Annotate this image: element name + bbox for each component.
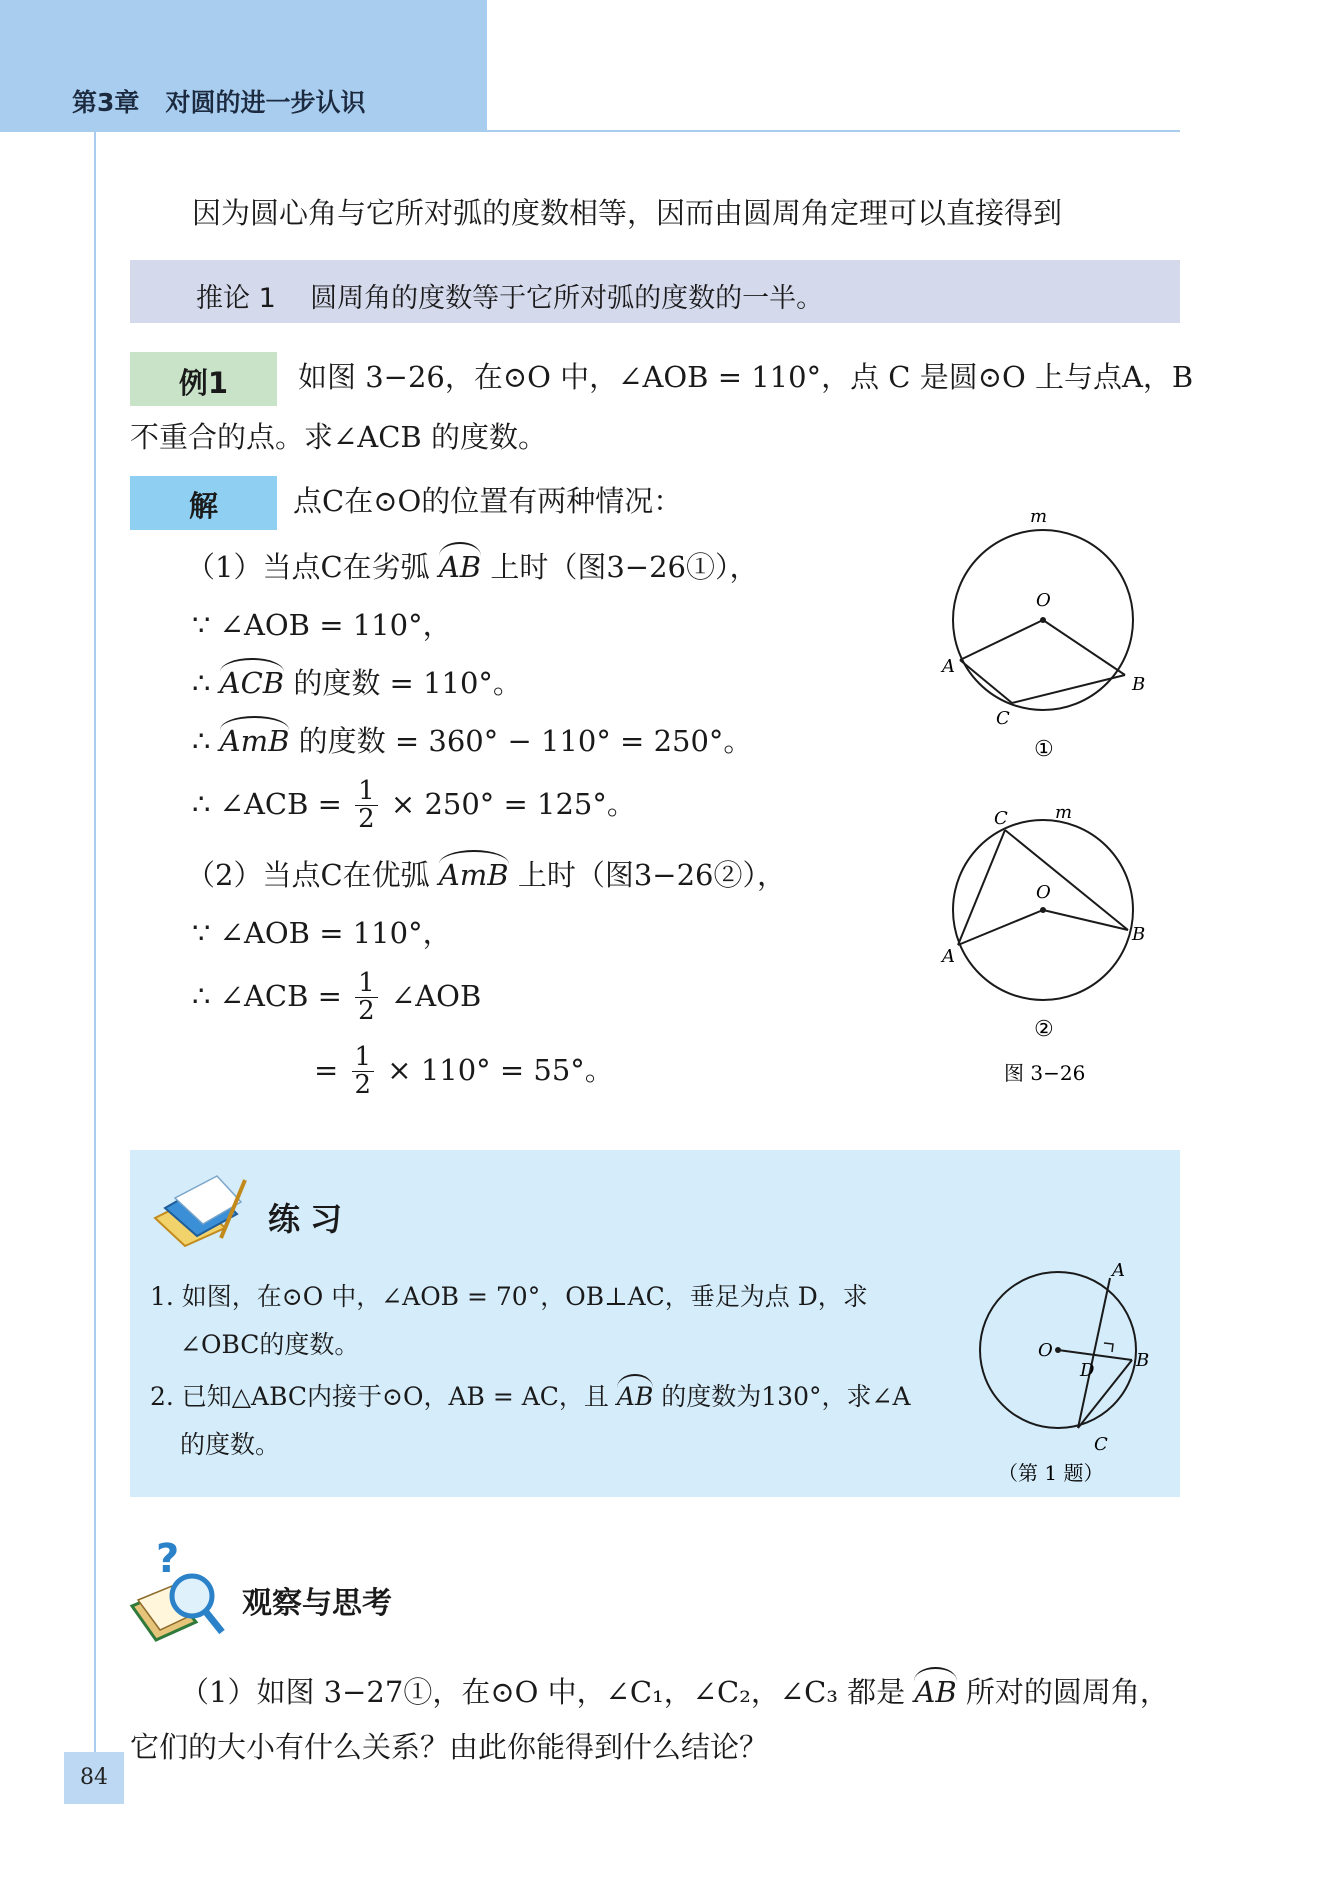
chapter-number: 第3章: [72, 88, 140, 117]
header-rule: [487, 130, 1180, 132]
example-label: 例1: [178, 366, 229, 400]
subfigure-2-label: ②: [1034, 1017, 1054, 1042]
chapter-title: 对圆的进一步认识: [165, 88, 366, 117]
practice-figure: [970, 1262, 1170, 1482]
case2-line-2-pre: ∴ ∠ACB =: [192, 978, 342, 1013]
case2-line-3-post: × 110° = 55°。: [387, 1052, 614, 1087]
label-o: O: [1036, 590, 1051, 611]
fraction: [352, 1044, 375, 1100]
fraction-denominator: 2: [354, 1070, 372, 1101]
fraction: [355, 970, 378, 1026]
fraction: [355, 778, 378, 834]
fraction-numerator: 1: [352, 1044, 375, 1072]
magnifier-book-icon: [126, 1536, 230, 1646]
corollary: [196, 276, 823, 315]
label-b: B: [1132, 924, 1146, 945]
figure-3-26: [940, 500, 1160, 1100]
practice-q2-pre: 2. 已知△ABC内接于⊙O，AB = AC，且: [150, 1382, 609, 1411]
case1-line-1: ∵ ∠AOB = 110°，: [192, 608, 452, 642]
practice-q2-post: 的度数为130°，求∠A: [661, 1382, 911, 1411]
case1-line-3: [192, 724, 752, 759]
fraction-numerator: 1: [355, 778, 378, 806]
case2-line-2: [192, 970, 481, 1026]
case1-heading-post: 上时（图3−26①），: [490, 550, 759, 584]
observe-line-1-post: 所对的圆周角，: [965, 1675, 1169, 1709]
case2-heading-pre: （2）当点C在优弧: [186, 858, 430, 892]
corollary-label: 推论 1: [196, 283, 276, 314]
arc-amb: AmB: [219, 724, 290, 758]
practice-title: 练习: [268, 1200, 353, 1238]
case1-line-4-post: × 250° = 125°。: [390, 786, 636, 821]
practice-q2-line-2: 的度数。: [180, 1430, 281, 1459]
therefore-symbol: ∴: [192, 724, 211, 758]
figure-circle-2: [940, 802, 1145, 1042]
label-c: C: [996, 708, 1010, 729]
observe-line-1-pre: （1）如图 3−27①，在⊙O 中，∠C₁，∠C₂，∠C₃ 都是: [180, 1675, 906, 1709]
subfigure-1-label: ①: [1034, 737, 1054, 762]
figure-circle-1: [940, 506, 1145, 762]
label-m: m: [1030, 506, 1048, 527]
case2-line-1: ∵ ∠AOB = 110°，: [192, 916, 452, 950]
case1-heading-pre: （1）当点C在劣弧: [186, 550, 430, 584]
practice-q1-line-2: ∠OBC的度数。: [180, 1330, 360, 1359]
label-c: C: [994, 808, 1008, 829]
svg-text:?: ?: [156, 1536, 180, 1582]
corollary-text: 圆周角的度数等于它所对弧的度数的一半。: [310, 283, 824, 314]
arc-ab: AB: [914, 1675, 957, 1709]
fraction-denominator: 2: [358, 996, 375, 1027]
arc-acb: ACB: [219, 666, 285, 700]
label-b: B: [1132, 674, 1146, 695]
case1-line-4-pre: ∴ ∠ACB =: [192, 786, 342, 821]
case1-heading: [186, 550, 759, 585]
label-b: B: [1136, 1350, 1150, 1371]
label-c: C: [1094, 1434, 1108, 1455]
observe-line-2: 它们的大小有什么关系？由此你能得到什么结论？: [130, 1730, 769, 1764]
label-m: m: [1055, 802, 1073, 823]
example-line-2: 不重合的点。求∠ACB 的度数。: [130, 420, 547, 454]
label-a: A: [942, 946, 955, 967]
margin-rule: [94, 132, 96, 1752]
practice-q2-line-1: [150, 1382, 911, 1412]
solution-intro: 点C在⊙O的位置有两种情况：: [293, 484, 683, 518]
case2-line-3: [314, 1044, 614, 1100]
page-number: 84: [80, 1765, 108, 1790]
case1-line-4: [192, 778, 636, 834]
label-o: O: [1038, 1340, 1053, 1361]
label-a: A: [1112, 1262, 1125, 1281]
observe-line-1: [180, 1675, 1169, 1710]
intro-text: 因为圆心角与它所对弧的度数相等，因而由圆周角定理可以直接得到: [192, 196, 1063, 230]
arc-ab: AB: [616, 1382, 654, 1411]
observe-title: 观察与思考: [242, 1586, 392, 1621]
solution-label: 解: [188, 489, 218, 523]
fraction-numerator: 1: [355, 970, 378, 998]
practice-q1-line-1: 1. 如图，在⊙O 中，∠AOB = 70°，OB⊥AC，垂足为点 D，求: [150, 1282, 868, 1311]
case2-line-3-pre: =: [314, 1052, 339, 1087]
arc-amb: AmB: [438, 858, 509, 892]
case2-heading-post: 上时（图3−26②），: [517, 858, 786, 892]
case2-heading: [186, 858, 786, 893]
case1-line-2-post: 的度数 = 110°。: [293, 666, 522, 700]
chapter-header: [72, 83, 366, 119]
case2-line-2-post: ∠AOB: [390, 978, 482, 1013]
label-o: O: [1036, 882, 1051, 903]
fraction-denominator: 2: [358, 804, 375, 835]
label-d: D: [1080, 1360, 1095, 1381]
case1-line-2: [192, 666, 522, 701]
label-a: A: [942, 656, 955, 677]
case1-line-3-post: 的度数 = 360° − 110° = 250°。: [298, 724, 753, 758]
example-line-1: 如图 3−26，在⊙O 中，∠AOB = 110°，点 C 是圆⊙O 上与点A，B: [298, 360, 1194, 394]
therefore-symbol: ∴: [192, 666, 211, 700]
notebook-icon: [145, 1168, 253, 1248]
figure-caption: 图 3−26: [1004, 1061, 1086, 1085]
arc-ab: AB: [438, 550, 482, 584]
practice-figure-caption: （第 1 题）: [998, 1461, 1104, 1482]
